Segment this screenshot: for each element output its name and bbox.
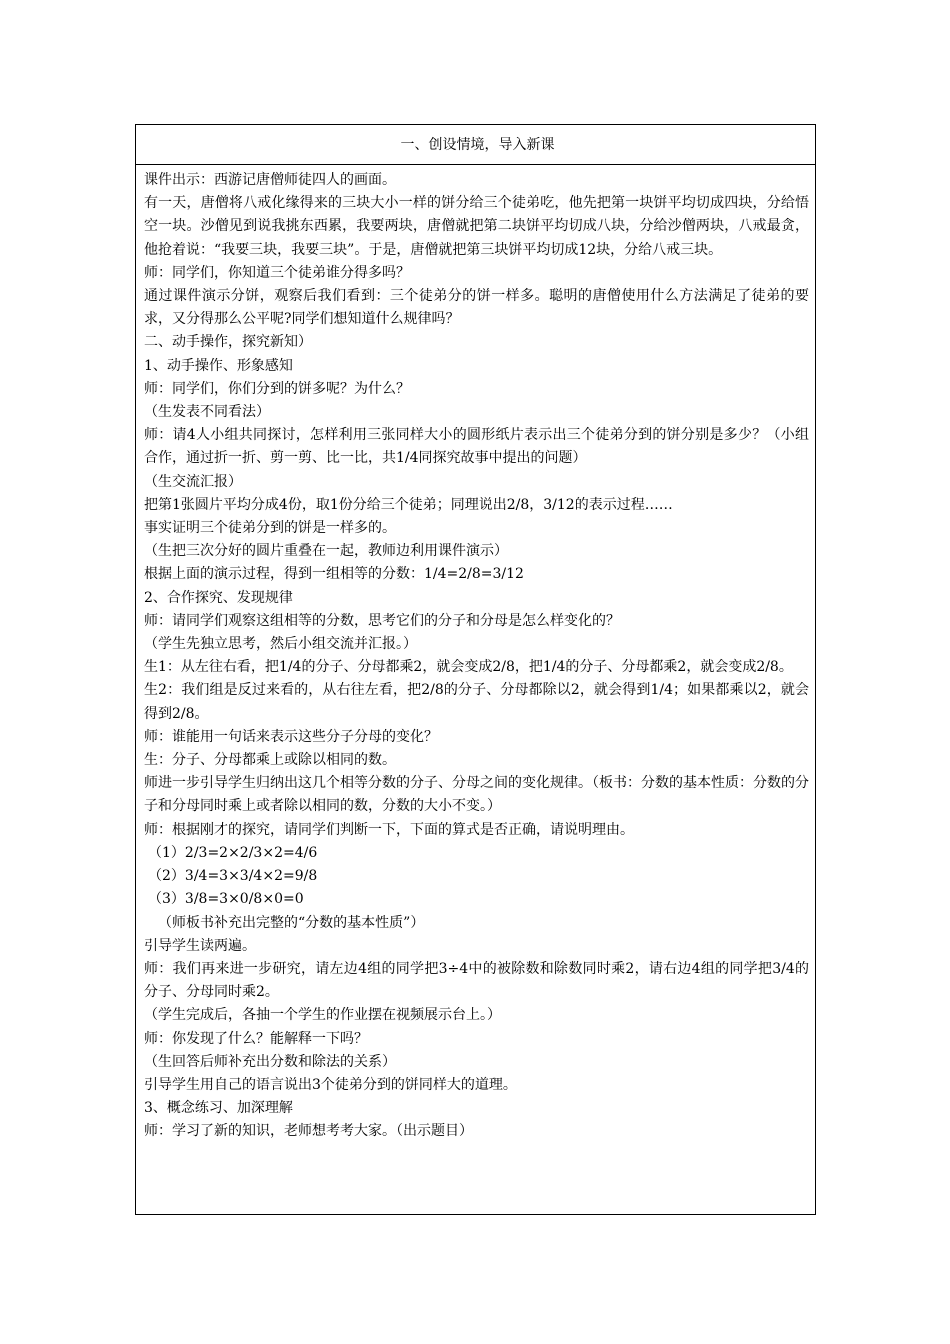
- lesson-paragraph: （学生先独立思考，然后小组交流并汇报。）: [144, 636, 417, 653]
- lesson-paragraph: 根据上面的演示过程，得到一组相等的分数：1/4=2/8=3/12: [144, 566, 524, 583]
- lesson-paragraph: 3、概念练习、加深理解: [144, 1100, 293, 1117]
- lesson-paragraph: 生1：从左往右看，把1/4的分子、分母都乘2，就会变成2/8，把1/4的分子、分母都乘2，就会变成2/8。: [144, 659, 793, 676]
- lesson-paragraph: 师：谁能用一句话来表示这些分子分母的变化？: [144, 728, 438, 745]
- lesson-paragraph: 引导学生读两遍。: [144, 937, 256, 954]
- lesson-paragraph: 2、合作探究、发现规律: [144, 589, 293, 606]
- lesson-paragraph: 事实证明三个徒弟分到的饼是一样多的。: [144, 520, 396, 537]
- lesson-plan-table: [135, 124, 816, 1215]
- lesson-paragraph: 师：同学们，你们分到的饼多呢？为什么？: [144, 380, 410, 397]
- lesson-paragraph: 师：同学们，你知道三个徒弟谁分得多吗？: [144, 264, 410, 281]
- lesson-paragraph: 师：我们再来进一步研究，请左边4组的同学把3÷4中的被除数和除数同时乘2，请右边4组的同学把3/4的分子、分母同时乘2。: [144, 960, 809, 1001]
- lesson-paragraph: （3）3/8=3×0/8×0=0: [148, 891, 304, 908]
- lesson-paragraph: 课件出示：西游记唐僧师徒四人的画面。: [144, 172, 396, 188]
- lesson-paragraph: 师：学习了新的知识，老师想考考大家。（出示题目）: [144, 1123, 473, 1140]
- lesson-paragraph: 师进一步引导学生归纳出这几个相等分数的分子、分母之间的变化规律。（板书：分数的基本性质：分数的分子和分母同时乘上或者除以相同的数，分数的大小不变。）: [144, 775, 809, 815]
- lesson-paragraph: 师：请4人小组共同探讨，怎样利用三张同样大小的圆形纸片表示出三个徒弟分到的饼分别是多少？（小组合作，通过折一折、剪一剪、比一比，共1/4同探究故事中提出的问题）: [144, 427, 809, 467]
- lesson-paragraph: （生回答后师补充出分数和除法的关系）: [144, 1053, 396, 1070]
- lesson-paragraph: （1）2/3=2×2/3×2=4/6: [148, 844, 318, 861]
- lesson-paragraph: 师：你发现了什么？能解释一下吗？: [144, 1030, 368, 1047]
- lesson-paragraph: 二、动手操作，探究新知）: [144, 334, 312, 351]
- lesson-paragraph: （学生完成后，各抽一个学生的作业摆在视频展示台上。）: [144, 1007, 501, 1024]
- lesson-paragraph: （师板书补充出完整的“分数的基本性质”）: [158, 914, 425, 931]
- lesson-paragraph: 生2：我们组是反过来看的，从右往左看，把2/8的分子、分母都除以2，就会得到1/4；如果都乘以2，就会得到2/8。: [144, 682, 809, 722]
- lesson-paragraph: 把第1张圆片平均分成4份，取1份分给三个徒弟；同理说出2/8，3/12的表示过程……: [144, 496, 673, 513]
- lesson-paragraph: 师：根据刚才的探究，请同学们判断一下，下面的算式是否正确，请说明理由。: [144, 821, 634, 838]
- lesson-paragraph: （生发表不同看法）: [144, 404, 270, 421]
- lesson-content: [136, 165, 815, 1144]
- lesson-paragraph: （生交流汇报）: [144, 473, 242, 490]
- lesson-paragraph: 生：分子、分母都乘上或除以相同的数。: [144, 752, 396, 769]
- lesson-paragraph: 1、动手操作、形象感知: [144, 357, 293, 374]
- lesson-paragraph: 引导学生用自己的语言说出3个徒弟分到的饼同样大的道理。: [144, 1076, 517, 1093]
- section-title: 一、创设情境，导入新课: [136, 125, 815, 165]
- lesson-paragraph: （2）3/4=3×3/4×2=9/8: [148, 868, 318, 885]
- lesson-paragraph: 师：请同学们观察这组相等的分数，思考它们的分子和分母是怎么样变化的？: [144, 612, 620, 629]
- lesson-paragraph: 通过课件演示分饼，观察后我们看到：三个徒弟分的饼一样多。聪明的唐僧使用什么方法满足了徒弟的要求，又分得那么公平呢?同学们想知道什么规律吗？: [144, 288, 809, 328]
- lesson-paragraph: （生把三次分好的圆片重叠在一起，教师边利用课件演示）: [144, 543, 508, 560]
- lesson-paragraph: 有一天，唐僧将八戒化缘得来的三块大小一样的饼分给三个徒弟吃，他先把第一块饼平均切成四块，分给悟空一块。沙僧见到说我挑东西累，我要两块，唐僧就把第二块饼平均切成八块，分给沙僧两块，八戒最贪，他抢着说：“我要三块，我要三块”。于是，唐僧就把第三块饼平均切成12块，分给八戒三块。: [144, 195, 809, 258]
